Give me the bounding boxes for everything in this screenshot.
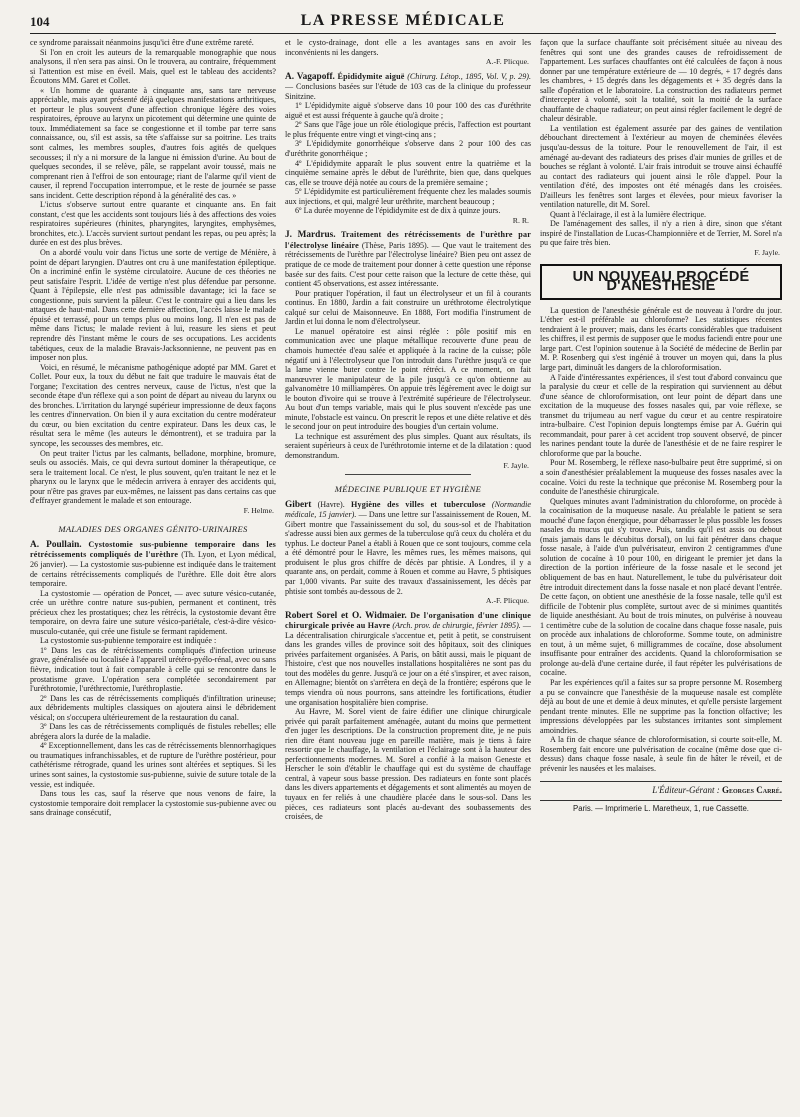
paragraph: La cystostomie — opération de Poncet, — avec suture vésico-cutanée, crée un urèthre contre nature sus-pubien, permanent et continent, très précieux chez les prostatiques; chez les rétrécis, la cystostomie devant être temporaire, on devra faire une suture vésico-pariétale, c'est-à-dire vésico-musculo-cutanée, qui crée une fistule se fermant rapidement. [30,588,276,636]
article-abstract [30,540,276,589]
article-text: — La cystostomie sus-pubienne est indiquée dans le traitement de certains rétrécissements compliqués de l'urèthre. Elle doit être alors temporaire. [30,559,276,589]
page-footer [540,781,782,813]
paragraph: ce syndrome paraissait néanmoins jusqu'ici être d'une extrême rareté. [30,38,254,47]
paragraph: Par les expériences qu'il a faites sur sa propre personne M. Rosemberg a pu se convaincre que l'anesthésie de la muqueuse nasale est complète déjà au bout de une et demie à deux minutes, et qu'elle persiste largement pendant trente minutes. Elle ne supprime pas la fonction olfactive; les impressions développées par les substances irritantes sont simplement amoindries. [540,678,782,735]
article-author: A. Vagapoff. [285,71,335,82]
paragraph: A l'aide d'intéressantes expériences, il s'est tout d'abord convaincu que la paralysie du cœur et celle de la respiration qui surviennent au début d'une séance de chloroformisation, ont leur point de départ dans une excitation de la muqueuse des fosses nasales qui, par voie réflexe, se transmet du trijumeau au nerf vague du cœur et au centre respiratoire intra-bulbaire. C'est l'opinion depuis longtemps émise par A. Guérin qui recommandait, pour parer à cet accident trop souvent observé, de pincer les narines pendant toute la durée de l'anesthésie et de ne faire respirer le chloroforme que par la bouche. [540,372,782,458]
author-signature: F. Helme. [243,505,274,515]
paragraph: façon que la surface chauffante soit précisément située au niveau des fenêtres qui sont une des grandes causes de refroidissement de l'appartement. Les surfaces chauffantes ont été calculées de façon à nous donner par une température extérieure de — 10 degrés, + 17 degrés dans les chambres, + 15 degrés dans les dégagements et + 35 degrés dans la salle d'opération et le laboratoire. La construction des radiateurs permet d'intercepter à volonté, soit la totalité, soit la moitié de la surface chauffante de chaque radiateur; on peut ainsi régler facilement le degré de chaleur désirable. [540,38,782,124]
article-author: Robert Sorel et O. Widmaier. [285,610,407,621]
article-author: Gibert [285,499,312,510]
paragraph: Le manuel opératoire est ainsi réglée : pôle positif mis en communication avec une plaque métallique recouverte d'une peau de chamois humectée d'eau salée et appliquée à la racine de la cuisse; pôle négatif uni à l'électrolyseur que l'on introduit dans l'urèthre jusqu'à ce que la lame vienne buter contre le point rétréci. A ce moment, on fait manœuvrer le manipulateur de la pile jusqu'à ce qu'on obtienne au galvanomètre 10 milliampères. On appuie très légèrement avec le doigt sur le bouton d'ivoire qui se trouve à l'extrémité supérieure de l'électrolyseur. Au bout d'un temps variable, mais qui le plus souvent n'excède pas une minute, l'obstacle est vaincu. On prescrit le repos et une diète relative et dès le second jour on peut introduire des bougies d'un certain volume. [285,326,531,432]
article-source: (Arch. prov. de chirurgie, février 1895). [392,621,521,631]
article-source: (Normandie médicale, 15 janvier). [285,499,531,520]
article-title: Traitement des rétrécissements de l'urèthre par l'électrolyse linéaire [285,230,531,250]
list-item: 2º Sans que l'âge joue un rôle étiologique précis, l'affection est pourtant le plus fréquente entre vingt et vingt-cinq ans ; [285,120,531,139]
list-item: 5º L'épididymite est particulièrement fréquente chez les malades soumis aux injections, et qui, malgré leur uréthrite, marchent beaucoup ; [285,187,531,206]
article-author: J. Mardrus. [285,230,336,241]
article-title: Cystostomie sus-pubienne temporaire dans les rétrécissements compliqués de l'urèthre [30,539,276,560]
journal-title: LA PRESSE MÉDICALE [300,12,506,29]
paragraph: La ventilation est également assurée par des gaines de ventilation débouchant directement à l'extérieur au moyen de cheminées élevées jusqu'au-dessus de la toiture. Pour le renouvellement de l'air, il est aménagé au-devant des radiateurs des prises d'air munies de grilles et de bouches se réglant à volonté. L'air frais introduit se trouve ainsi échauffé au contact des radiateurs qui jouent ainsi le rôle d'appel. Pour la ventilation d'été, des impostes ont été ménagés dans les croisées. D'ailleurs les fenêtres sont larges et élevées, pour mieux favoriser la ventilation naturelle, dit M. Sorel. [540,123,782,210]
section-heading: MALADIES DES ORGANES GÉNITO-URINAIRES [58,524,248,535]
paragraph: A la fin de chaque séance de chloroformisation, si courte soit-elle, M. Rosemberg fait encore une pulvérisation de cocaïne (même dose que ci-dessus) dans chaque fosse nasale, à seule fin de hâter le réveil, et de prévenir les nausées et les malaises. [540,735,782,773]
article-abstract [285,230,531,288]
author-signature: F. Jayle. [754,248,780,258]
list-item: 3º L'épididymite gonorrhéique s'observe dans 2 pour 100 des cas d'uréthrite gonorrhéique ; [285,139,531,159]
paragraph: La technique est assurément des plus simples. Quant aux résultats, ils seraient supérieurs à ceux de l'uréthrotomie interne et de la dilatation : quod demonstrandum. [285,431,531,460]
article-abstract [285,611,531,707]
author-signature: F. Jayle. [503,460,529,470]
editor-label: L'Éditeur-Gérant : [652,785,720,796]
list-item: 6º La durée moyenne de l'épididymite est de dix à quinze jours. [295,206,501,216]
page-header [30,8,776,34]
paragraph: L'ictus s'observe surtout entre quarante et cinquante ans. En fait constant, c'est que les accidents sont toujours liés à des affections des voies respiratoires supérieures (rhinites, pharyngites, laryngites, emphysèmes, bronchites, etc.). L'accès survient surtout pendant les repas, ou peu après; la durée en est des plus brèves. [30,200,276,248]
paragraph: 1º Dans les cas de rétrécissements compliqués d'infection urineuse grave, généralisée ou localisée à l'appareil urétéro-pyélo-rénal, avec ou sans fièvre, indication tout à fait comparable à celle qui se rencontre dans le prostatisme grave. L'opération sera complétée secondairement par l'uréthrotomie, l'uréthrectomie, l'uréthroplastie. [30,645,276,694]
article-abstract [285,500,531,596]
paragraph: « Un homme de quarante à cinquante ans, sans tare nerveuse appréciable, mais ayant présenté déjà quelques manifestations arthritiques, et porteur le plus souvent d'une affection chronique légère des voies respiratoires, éprouve au larynx un picotement qui détermine une quinte de toux. Immédiatement sa face se congestionne et il tombe par terre sans connaissance, ou, s'il est assis, sa tête s'affaisse sur sa poitrine. Les traits sont calmes, les membres souples, d'autres fois agités de quelques secousses; il n'y a ni morsure de la langue ni émission d'urine. Au bout de quelques secondes, il se relève, pâle, se rappelant avoir toussé, mais ne comprenant rien à l'effroi de son entourage; riant de l'alarme qu'il vient de causer, il reprend l'occupation interrompue, et le reste de journée se passe sans incident. Cette description répond à la généralité des cas. » [30,85,276,200]
article-abstract [285,72,531,102]
paragraph: Voici, en résumé, le mécanisme pathogénique adopté par MM. Garet et Collet. Pour eux, la toux du début ne fait que traduire le mauvais état de l'organe; l'excitation des centres nerveux, cause de l'ictus, n'est que la seconde étape d'un réflexe qui a son point de départ au niveau du larynx ou des bronches. L'irritation du laryngé supérieur impressionne de deux façons les centres d'innervation. On bien il y aura excitation du centre modérateur du cœur, ou bien excitation du centre expirateur. Dans les deux cas, le résultat sera le même (les auteurs le démontrent), et se traduira par la syncope, les secousses des membres, etc. [30,362,276,448]
article-place: (Havre). [317,499,345,509]
paragraph: Quelques minutes avant l'administration du chloroforme, on procède à la cocaïnisation de la muqueuse nasale. Au préalable le patient se sera mouché d'une façon énergique, pour débarrasser le plus possible les fosses nasales du mucus qui s'y trouve. Puis, tandis qu'il est assis ou debout (mais jamais dans le décubitus dorsal), on lui fait pénétrer dans chaque fosse nasale, à l'aide d'un pulvérisateur, environ 2 centigrammes d'une solution de cocaïne à 10 pour 100, en dirigeant le premier jet dans la direction de la portion inférieure de la fosse nasale et le second jet obliquement de bas en haut. Naturellement, le tube du pulvérisateur doit être introduit directement dans la fosse nasale et non placé devant l'entrée. De cette façon, on obtient une anesthésie de la fosse nasale, telle qu'il est difficile de l'obtenir plus complète, surtout avec de si minimes quantités de liquide anesthésiant. Au bout de trois minutes, on pulvérise à nouveau 1 centimètre cube de la solution de cocaïne dans chaque fosse nasale, puis on procède aux inhalations de chloroforme. Somme toute, on administre en tout, à un même sujet, 6 milligrammes de cocaïne, dose absolument insuffisante pour entraîner des accidents. Quand la chloroformisation se prolonge au-delà d'une certaine durée, il faut répéter les pulvérisations de cocaïne. [540,496,782,678]
page-number: 104 [30,14,50,29]
article-text: — Dans une lettre sur l'assainissement de Rouen, M. Gibert montre que l'assainissement du sol, du sous-sol et de l'habitation s'adresse aussi bien aux germes de la tuberculose qu'à ceux du choléra et du typhus. Le docteur Panel a établi à Rouen que ce sont toujours, comme cela a été démontré pour le Havre, les mêmes rues, les mêmes maisons, qui produisent le plus gros chiffre de décès par phtisie. A Londres, il y a quarante ans, on perdait, comme à Rouen et comme au Havre, 5 phtisiques par 1,000 vivants. Par suite des travaux d'assainissement, les décès par phtisie sont tombés au-dessous de 2. [285,510,531,596]
column-left [30,38,276,1109]
article-text: — Conclusions basées sur l'étude de 103 cas de la clinique du professeur Sinitzine. [285,82,531,101]
divider [345,474,471,475]
paragraph: On a abordé voulu voir dans l'ictus une sorte de vertige de Ménière, à point de départ laryngien. D'autres ont cru à une manifestation épileptique. On a incriminé enfin le système circulatoire. Aucune de ces théories ne peut satisfaire l'esprit. L'idée de vertige n'est plus défendue par personne. Quant à l'épilepsie, elle n'est pas admissible davantage; ici la face se congestionne, puis survient la pâleur. C'est le contraire qui a lieu dans les attaques de haut-mal. Dans cette dernière affection, l'accès laisse le malade épuisé et terrassé, pour un temps plus ou moins long. Il n'en est pas de même dans l'ictus; le malade revient à lui, reasure les siens et peut reprendre dès l'instant même le cours de ses occupations. Les accidents tabétiques, ceux de la maladie Bravais-Jacksonnienne, ne peuvent pas en imposer non plus. [30,248,276,363]
article-text: — La décentralisation chirurgicale s'accentue et, petit à petit, se construisent dans les grandes villes de province soit des hôpitaux, soit des cliniques privées parfaitement organisées. A Paris, on bâtit aussi, mais le piquant de l'histoire, c'est que nos nouvelles installations hospitalières ne sont pas du tout des modèles du genre. Jusqu'à ce jour on a été s'inspirer, et avec raison, en Allemagne; bientôt on s'arrêtera en deçà de la frontière; espérons que le temps viendra où nous pourrons, sans atteindre les fortifications, étudier une organisation hospitalière bien comprise. [285,621,531,707]
paragraph: et le cysto-drainage, dont elle a les avantages sans en avoir les inconvénients ni les dangers. [285,38,531,57]
paragraph: Quant à l'éclairage, il est à la lumière électrique. [550,209,707,219]
paragraph: Au Havre, M. Sorel vient de faire édifier une clinique chirurgicale privée qui paraît parfaitement aménagée, autant du moins que permettent d'en juger les descriptions. De la construction proprement dite, je ne puis rien dire étant nouveau juge en pareille matière, mais je tiens à faire ressortir que le chauffage, la ventilation et l'éclairage sont à la hauteur des perfectionnements modernes. M. Sorel a confié à la maison Geneste et Herscher le soin d'établir le chauffage qui est du système de chauffage central, à vapeur sous basse pression. Des radiateurs en fonte sont placés dans les divers appartements et dégagements et sont alimentés au moyen de tuyaux en fer reliés à une chaudière placée dans le sous-sol. Dans les pièces, ces radiateurs sont placés au-devant des soubassements des croisées, de [285,707,531,822]
article-title: Hygiène des villes et tuberculose [350,499,486,509]
paragraph: Pour pratiquer l'opération, il faut un électrolyseur et un fil à courants continus. En 1880, Jardin a fait construire un uréthrotome électrolytique calqué sur celui de Maisonneuve. En 1888, Fort modifia l'instrument de Jardin et lui donna le nom d'électrolyseur. [285,288,531,327]
paragraph: 4º Exceptionnellement, dans les cas de rétrécissements blennorrhagiques ou traumatiques infranchissables, et de rupture de l'urèthre postérieur, pour cathétérisme rétrograde, quand les urines sont altérées et septiques. Si les urines sont saines, la cystostomie sus-pubienne, suivie de suture totale de la vessie, est indiquée. [30,741,276,789]
paragraph: Dans tous les cas, sauf la réserve que nous venons de faire, la cystostomie temporaire doit remplacer la cystostomie sus-pubienne avec ou sans drainage consécutif, [30,789,276,818]
list-item: 1º L'épididymite aiguë s'observe dans 10 pour 100 des cas d'uréthrite aiguë et est aussi fréquente à gauche qu'à droite ; [285,101,531,120]
column-right [540,38,782,1109]
author-signature: A.-F. Plicque. [485,596,529,606]
article-source: (Chirurg. Létop., 1895, Vol. V, p. 29). [407,71,531,81]
article-title: De l'organisation d'une clinique chirurgicale privée au Havre [285,610,531,631]
paragraph: Pour M. Rosemberg, le réflexe naso-bulbaire peut être supprimé, si on a soin d'anesthésier préalablement la muqueuse des fosses nasales avec la cocaïne. Voici du reste la technique que préconise M. Rosemberg pour la conduite de l'anesthésie chirurgicale. [540,458,782,497]
paragraph: On peut traiter l'ictus par les calmants, belladone, morphine, bromure, seuls ou associés. Mais, ce qui devra surtout dominer la thérapeutique, ce sera le traitement local. Ce n'est, le plus souvent, qu'en traitant le nez et le pharynx ou le larynx que le médecin arrivera à enrayer des accidents qui, pour n'être pas graves par eux-mêmes, ne laissent pas dans certains cas que d'effrayer grandement le malade et son entourage. [30,448,276,506]
section-heading: MÉDECINE PUBLIQUE ET HYGIÈNE [334,484,482,495]
paragraph: 2º Dans les cas de rétrécissements compliqués d'infiltration urineuse; aux débridements multiples classiques on ajoutera ainsi le débridement vésical; on s'occupera ultérieurement de la restauration du canal. [30,693,276,722]
paragraph: Si l'on en croit les auteurs de la remarquable monographie que nous analysons, il n'en sera pas ainsi. On le trouvera, au contraire, fréquemment si l'attention est mise en éveil. Mais, quel est le tableau des accidents? Écoutons MM. Garet et Collet. [30,47,276,86]
paragraph: La cystostomie sus-pubienne temporaire est indiquée : [40,636,217,646]
article-text: — Que vaut le traitement des rétrécissements de l'urèthre par l'électrolyse linéaire? Bien peu ont assez de pratique de ce mode de traitement pour donner à cette question une réponse basée sur des faits. C'est pour cette raison que la lecture de cette thèse, qui contient 45 observations, est assez intéressante. [285,240,531,289]
editor-line [540,786,782,796]
article-title: Épididymite aiguë [337,71,405,81]
boxed-article-title: UN NOUVEAU PROCÉDÉ D'ANESTHÉSIE [540,264,782,300]
printer-line: Paris. — Imprimerie L. Maretheux, 1, rue Cassette. [540,800,782,814]
paragraph: De l'aménagement des salles, il n'y a rien à dire, sinon que s'étant inspiré de l'installation de Lucas-Championnière et de Terrier, M. Sorel n'a pu que faire très bien. [540,219,782,248]
article-author: A. Poullain. [30,539,82,550]
article-source: (Thèse, Paris 1895). [361,240,429,250]
editor-name: Georges Carré. [721,785,782,796]
author-signature: R. R. [512,215,529,225]
list-item: 4º L'épididymite apparaît le plus souvent entre la quatrième et la cinquième semaine après le début de l'uréthrite, bien que, dans quelques cas, elle se trouve déjà notée au cours de la première semaine ; [285,158,531,187]
paragraph: La question de l'anesthésie générale est de nouveau à l'ordre du jour. L'éther est-il préférable au chloroforme? Les statistiques récentes tendraient à le prouver; mais, dans les écarts considérables que traduisent les chiffres, il est permis de supposer que le modus faciendi entre pour une large part. C'est l'opinion soutenue à la Société de médecine de Berlin par M. P. Rosenberg qui s'est ingénié à trouver un moyen qui, dans la plus large part, diminuât les dangers de la chloroformisation. [540,305,782,372]
paragraph: 3º Dans les cas de rétrécissements compliqués de fistules rebelles; elle abrégera alors la durée de la maladie. [30,722,276,741]
column-middle [285,38,531,1109]
author-signature: A.-F. Plicque. [485,57,529,67]
article-source: (Th. Lyon, et Lyon médical, 26 janvier). [30,550,276,569]
